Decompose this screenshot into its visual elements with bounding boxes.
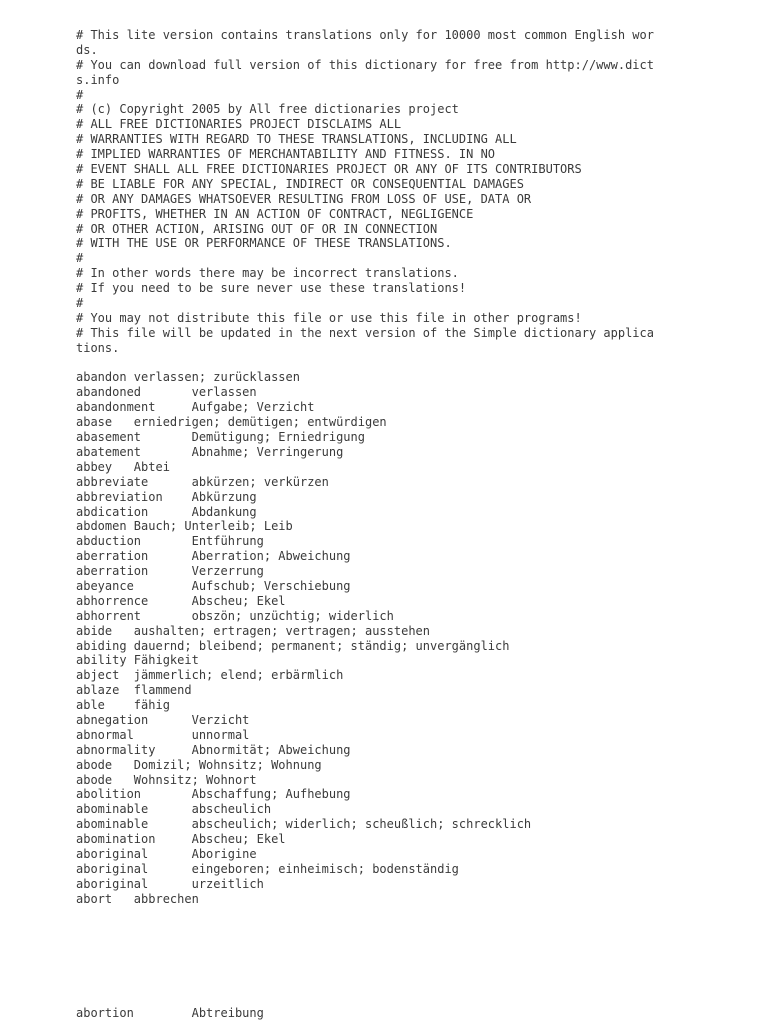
- license-header: [76, 28, 696, 356]
- header-line: # BE LIABLE FOR ANY SPECIAL, INDIRECT OR CONSEQUENTIAL DAMAGES: [76, 176, 524, 191]
- dictionary-entry: aboriginal urzeitlich: [76, 876, 264, 891]
- dictionary-entry: abandonment Aufgabe; Verzicht: [76, 400, 315, 415]
- dictionary-entry: abomination Abscheu; Ekel: [76, 832, 286, 847]
- header-line: # You can download full version of this dictionary for free from http://www.dict: [76, 57, 654, 72]
- dictionary-entry: abominable abscheulich: [76, 802, 272, 817]
- header-line: # If you need to be sure never use these translations!: [76, 281, 467, 296]
- dictionary-entry: ability Fähigkeit: [76, 653, 199, 668]
- dictionary-entry: abdication Abdankung: [76, 504, 257, 519]
- dictionary-entry: abhorrent obszön; unzüchtig; widerlich: [76, 608, 394, 623]
- header-line: # ALL FREE DICTIONARIES PROJECT DISCLAIMS ALL: [76, 117, 402, 132]
- dictionary-entry: abnegation Verzicht: [76, 712, 250, 727]
- header-line: # In other words there may be incorrect translations.: [76, 266, 459, 281]
- header-line: # OR OTHER ACTION, ARISING OUT OF OR IN CONNECTION: [76, 221, 438, 236]
- dictionary-entry: abnormal unnormal: [76, 727, 250, 742]
- dictionary-entry: abide aushalten; ertragen; vertragen; ausstehen: [76, 623, 431, 638]
- dictionary-entry: ablaze flammend: [76, 683, 192, 698]
- dictionary-entry: aboriginal eingeboren; einheimisch; bodenständig: [76, 861, 459, 876]
- dictionary-entry: aberration Verzerrung: [76, 564, 264, 579]
- header-line: # This file will be updated in the next version of the Simple dictionary applica: [76, 325, 654, 340]
- header-line: ds.: [76, 42, 98, 57]
- dictionary-entry: abiding dauernd; bleibend; permanent; ständig; unvergänglich: [76, 638, 510, 653]
- dictionary-entry: abolition Abschaffung; Aufhebung: [76, 787, 351, 802]
- header-line: #: [76, 87, 84, 102]
- dictionary-entry: abandoned verlassen: [76, 385, 257, 400]
- header-line: tions.: [76, 340, 120, 355]
- header-line: # (c) Copyright 2005 by All free dictionaries project: [76, 102, 459, 117]
- header-line: # OR ANY DAMAGES WHATSOEVER RESULTING FROM LOSS OF USE, DATA OR: [76, 191, 532, 206]
- dictionary-text-page: [76, 28, 696, 907]
- dictionary-entry: able fähig: [76, 698, 170, 713]
- header-line: # You may not distribute this file or use this file in other programs!: [76, 310, 582, 325]
- dictionary-entry: abandon verlassen; zurücklassen: [76, 370, 300, 385]
- dictionary-entry: abeyance Aufschub; Verschiebung: [76, 578, 351, 593]
- dictionary-entry: abode Domizil; Wohnsitz; Wohnung: [76, 757, 322, 772]
- header-line: # WARRANTIES WITH REGARD TO THESE TRANSLATIONS, INCLUDING ALL: [76, 132, 517, 147]
- header-line: # This lite version contains translations only for 10000 most common English wor: [76, 28, 654, 42]
- dictionary-entry: abduction Entführung: [76, 534, 264, 549]
- dictionary-entry: abatement Abnahme; Verringerung: [76, 444, 344, 459]
- blank-line: [76, 356, 696, 371]
- dictionary-entry: aberration Aberration; Abweichung: [76, 549, 351, 564]
- dictionary-entry: abbey Abtei: [76, 459, 170, 474]
- dictionary-entry: abbreviation Abkürzung: [76, 489, 257, 504]
- header-line: # EVENT SHALL ALL FREE DICTIONARIES PROJECT OR ANY OF ITS CONTRIBUTORS: [76, 162, 582, 177]
- header-line: # PROFITS, WHETHER IN AN ACTION OF CONTRACT, NEGLIGENCE: [76, 206, 474, 221]
- dictionary-entry: abortion Abtreibung: [76, 1006, 264, 1020]
- dictionary-entry: aboriginal Aborigine: [76, 846, 257, 861]
- dictionary-entries: [76, 370, 696, 906]
- header-line: s.info: [76, 72, 120, 87]
- dictionary-entry: abhorrence Abscheu; Ekel: [76, 593, 286, 608]
- dictionary-entry: abdomen Bauch; Unterleib; Leib: [76, 519, 293, 534]
- header-line: # IMPLIED WARRANTIES OF MERCHANTABILITY AND FITNESS. IN NO: [76, 147, 496, 162]
- dictionary-entry: abnormality Abnormität; Abweichung: [76, 742, 351, 757]
- dictionary-entry: abominable abscheulich; widerlich; scheußlich; schrecklich: [76, 817, 532, 832]
- dictionary-entry: abject jämmerlich; elend; erbärmlich: [76, 668, 344, 683]
- dictionary-entry: abase erniedrigen; demütigen; entwürdigen: [76, 415, 387, 430]
- header-line: # WITH THE USE OR PERFORMANCE OF THESE TRANSLATIONS.: [76, 236, 452, 251]
- header-line: #: [76, 296, 84, 311]
- page-tail: [76, 1006, 264, 1021]
- dictionary-entry: abasement Demütigung; Erniedrigung: [76, 430, 365, 445]
- dictionary-entry: abort abbrechen: [76, 891, 199, 906]
- dictionary-entry: abbreviate abkürzen; verkürzen: [76, 474, 329, 489]
- dictionary-entry: abode Wohnsitz; Wohnort: [76, 772, 257, 787]
- header-line: #: [76, 251, 84, 266]
